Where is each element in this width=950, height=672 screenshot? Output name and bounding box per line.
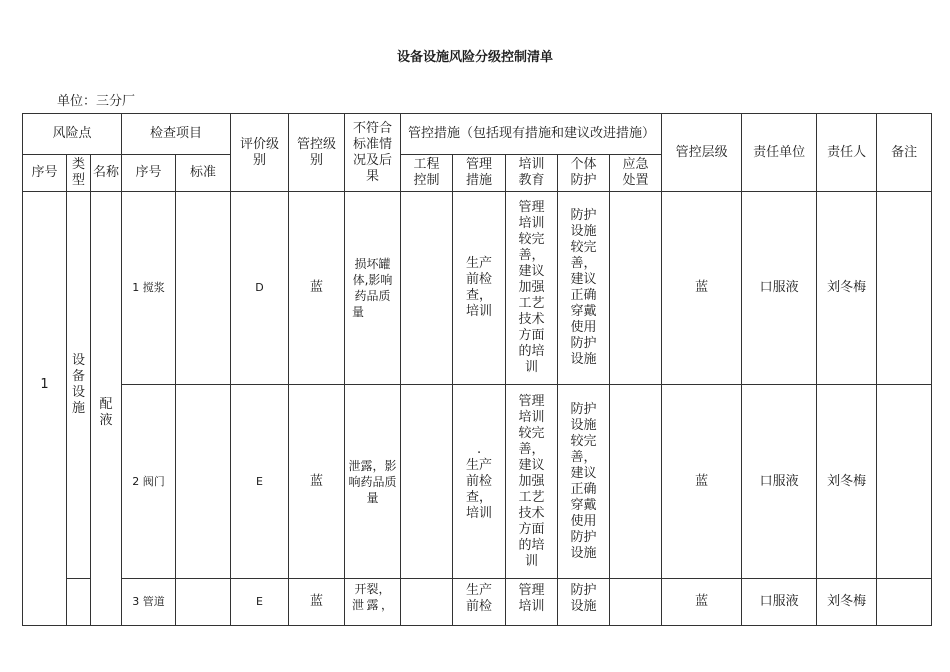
remark-cell <box>877 192 932 385</box>
resp-person: 刘冬梅 <box>817 192 877 385</box>
group-seq-cont <box>23 579 67 626</box>
group-name: 配液 <box>91 192 122 626</box>
eval-level: E <box>231 579 289 626</box>
control-tier: 蓝 <box>662 192 742 385</box>
group-type: 设备设施 <box>67 192 91 579</box>
resp-unit: 口服液 <box>742 192 817 385</box>
header-name: 名称 <box>91 155 122 192</box>
control-level: 蓝 <box>289 579 345 626</box>
header-item-seq: 序号 <box>122 155 176 192</box>
header-measures: 管控措施（包括现有措施和建议改进措施） <box>401 114 662 155</box>
header-eval-level: 评价级别 <box>231 114 289 192</box>
standard-cell <box>176 579 231 626</box>
header-remark: 备注 <box>877 114 932 192</box>
remark-cell <box>877 385 932 579</box>
mgmt-measure-text: 生产前检查，培训 <box>466 457 493 521</box>
header-training: 培训教育 <box>506 155 558 192</box>
header-emergency: 应急处置 <box>610 155 662 192</box>
ppe-cell <box>558 579 610 626</box>
training-text: 管理培训 <box>518 583 545 614</box>
group-type-cont <box>67 579 91 626</box>
header-risk-point: 风险点 <box>23 114 122 155</box>
table-row <box>23 192 932 385</box>
mgmt-measure-cell <box>453 385 506 579</box>
standard-cell <box>176 192 231 385</box>
header-type: 类型 <box>67 155 91 192</box>
mgmt-measure-text: 生产前检 <box>466 583 493 614</box>
control-tier: 蓝 <box>662 579 742 626</box>
group-seq: 1 <box>23 192 67 579</box>
header-check-item: 检查项目 <box>122 114 231 155</box>
header-eng-control: 工程控制 <box>401 155 453 192</box>
header-seq: 序号 <box>23 155 67 192</box>
control-level: 蓝 <box>289 385 345 579</box>
eng-control-cell <box>401 579 453 626</box>
header-control-level: 管控级别 <box>289 114 345 192</box>
ppe-text: 防护设施较完善，建议正确穿戴使用防护设施 <box>558 192 610 385</box>
control-level: 蓝 <box>289 192 345 385</box>
header-mgmt-measure: 管理措施 <box>453 155 506 192</box>
nonconformity-text: 开裂，泄露， <box>345 579 401 626</box>
mgmt-measure-text: 生产前检查，培训 <box>453 192 506 385</box>
eng-control-cell <box>401 192 453 385</box>
eval-level: E <box>231 385 289 579</box>
resp-person: 刘冬梅 <box>817 579 877 626</box>
emergency-cell <box>610 579 662 626</box>
item-name: 2 阀门 <box>122 385 176 579</box>
nonconformity-text: 泄露，影响药品质量 <box>345 385 401 579</box>
emergency-cell <box>610 192 662 385</box>
training-text: 管理培训较完善，建议加强工艺技术方面的培训 <box>506 192 558 385</box>
header-control-tier: 管控层级 <box>662 114 742 192</box>
page-title: 设备设施风险分级控制清单 <box>396 50 553 65</box>
risk-control-table <box>22 113 932 626</box>
eng-control-cell <box>401 385 453 579</box>
table-row <box>23 385 932 579</box>
header-resp-unit: 责任单位 <box>742 114 817 192</box>
header-nonconformity: 不符合标准情况及后果 <box>345 114 401 192</box>
mgmt-measure-cell <box>453 579 506 626</box>
resp-unit: 口服液 <box>742 385 817 579</box>
ppe-text: 防护设施较完善，建议正确穿戴使用防护设施 <box>558 385 610 579</box>
table-row <box>23 579 932 626</box>
resp-unit: 口服液 <box>742 579 817 626</box>
resp-person: 刘冬梅 <box>817 385 877 579</box>
training-cell <box>506 579 558 626</box>
mgmt-mark: . <box>476 441 482 457</box>
item-name: 3 管道 <box>122 579 176 626</box>
training-text: 管理培训较完善，建议加强工艺技术方面的培训 <box>506 385 558 579</box>
header-ppe: 个体防护 <box>558 155 610 192</box>
item-name: 1 搅浆 <box>122 192 176 385</box>
nonconformity-text: 损坏罐体,影响药品质量 <box>345 192 401 385</box>
unit-label: 单位：三分厂 <box>57 94 136 109</box>
header-standard: 标准 <box>176 155 231 192</box>
ppe-text: 防护设施 <box>570 583 597 614</box>
eval-level: D <box>231 192 289 385</box>
standard-cell <box>176 385 231 579</box>
remark-cell <box>877 579 932 626</box>
emergency-cell <box>610 385 662 579</box>
control-tier: 蓝 <box>662 385 742 579</box>
header-resp-person: 责任人 <box>817 114 877 192</box>
